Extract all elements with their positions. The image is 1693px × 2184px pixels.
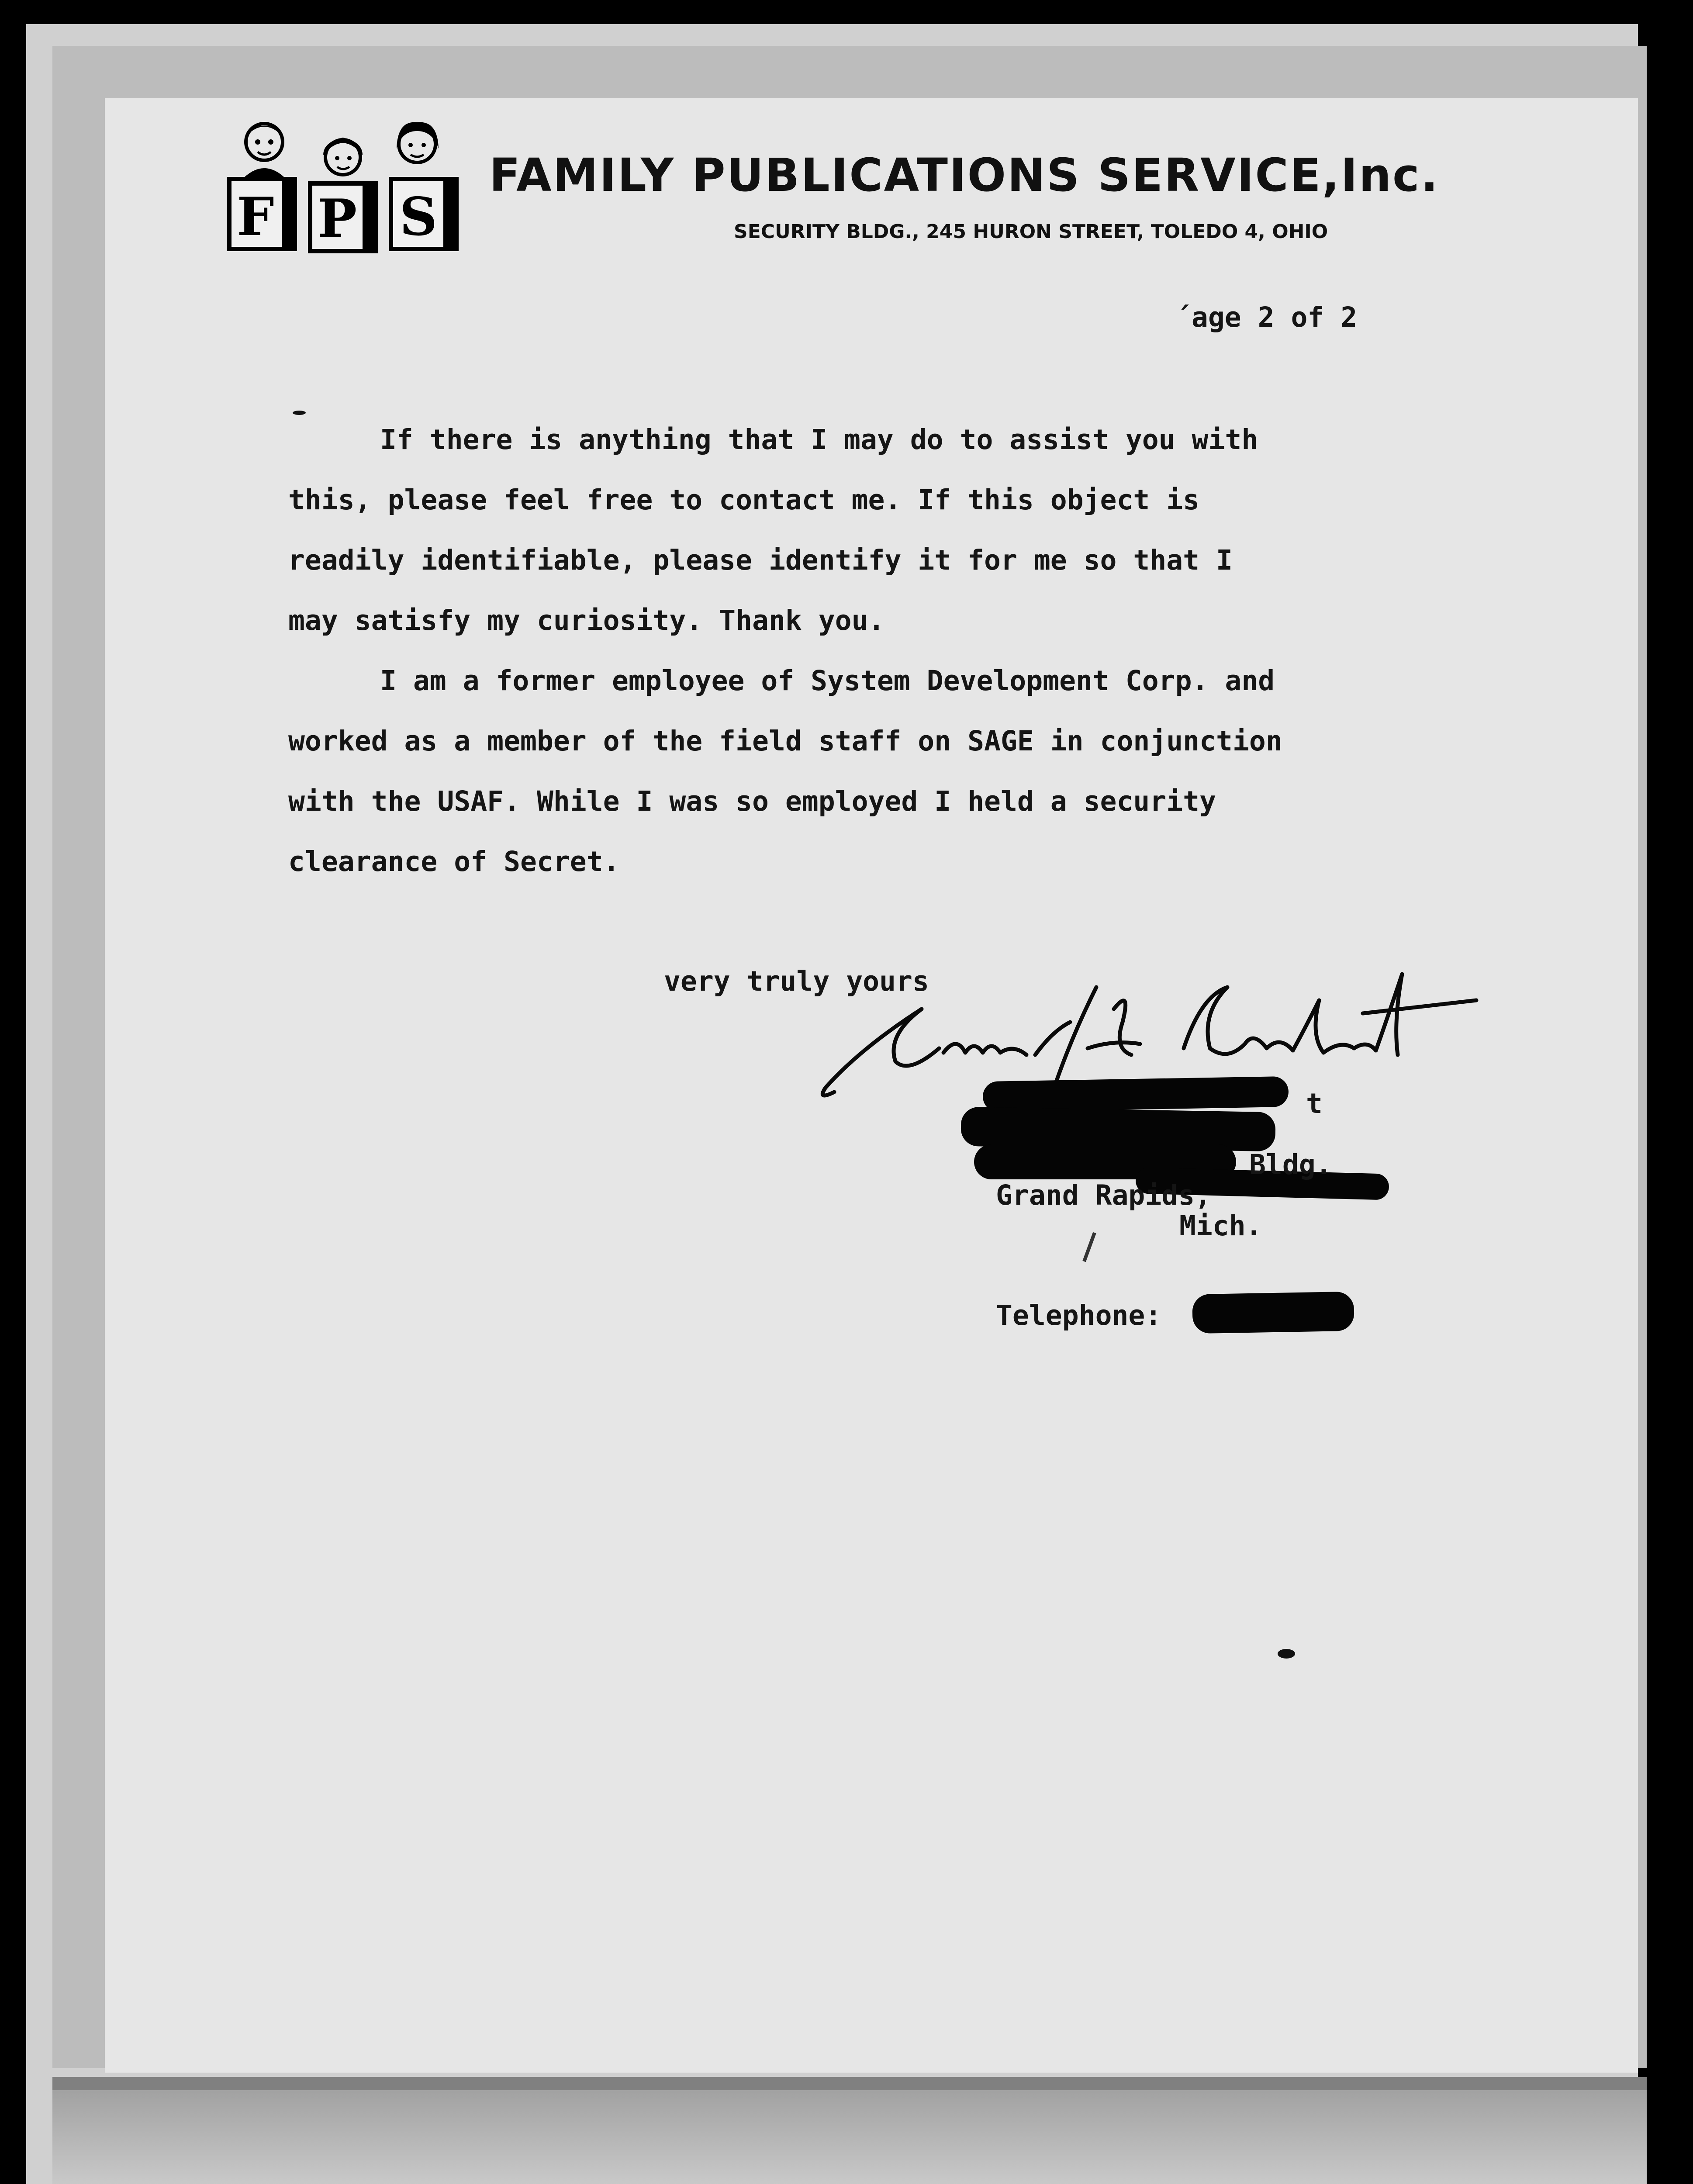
logo-block-s [391,179,456,249]
logo-letter-s: S [399,186,438,248]
logo-letter-p: P [317,188,357,249]
closing: very truly yours [664,965,929,997]
page-number: ´age 2 of 2 [1175,301,1358,333]
lower-edge-shadow [52,2077,1647,2090]
signer-city: Grand Rapids, [996,1179,1212,1211]
logo-block-p [310,183,376,251]
company-name: FAMILY PUBLICATIONS SERVICE,Inc. [489,149,1440,202]
body-line-5: I am a former employee of System Development Corp. and [380,665,1275,697]
company-address: SECURITY BLDG., 245 HURON STREET, TOLEDO 4, OHIO [734,221,1328,243]
signer-name-fragment: t [1306,1088,1323,1120]
ink-speck [1278,1649,1295,1659]
body-line-7: with the USAF. While I was so employed I held a security [288,785,1216,817]
body-line-8: clearance of Secret. [288,846,620,878]
body-line-2: this, please feel free to contact me. If this object is [288,484,1200,516]
logo-block-f [229,179,295,249]
fps-logo [223,118,467,253]
body-line-4: may satisfy my curiosity. Thank you. [288,605,885,636]
lower-backing-area [52,2077,1647,2184]
photo-background [26,24,1638,2184]
signer-building-fragment: Bldg. [1249,1149,1332,1181]
redaction-bar [982,1076,1289,1112]
body-line-6: worked as a member of the field staff on SAGE in conjunction [288,725,1282,757]
body-line-3: readily identifiable, please identify it for me so that I [288,544,1233,576]
logo-face-woman [397,122,439,162]
logo-letter-f: F [237,186,274,248]
logo-face-man [240,124,288,181]
telephone-label: Telephone: [996,1299,1162,1331]
body-line-1: If there is anything that I may do to assist you with [380,424,1258,456]
signer-state: Mich. [1179,1210,1262,1242]
telephone-redaction [1192,1292,1354,1334]
ink-speck [293,411,306,415]
logo-face-girl [323,138,363,175]
